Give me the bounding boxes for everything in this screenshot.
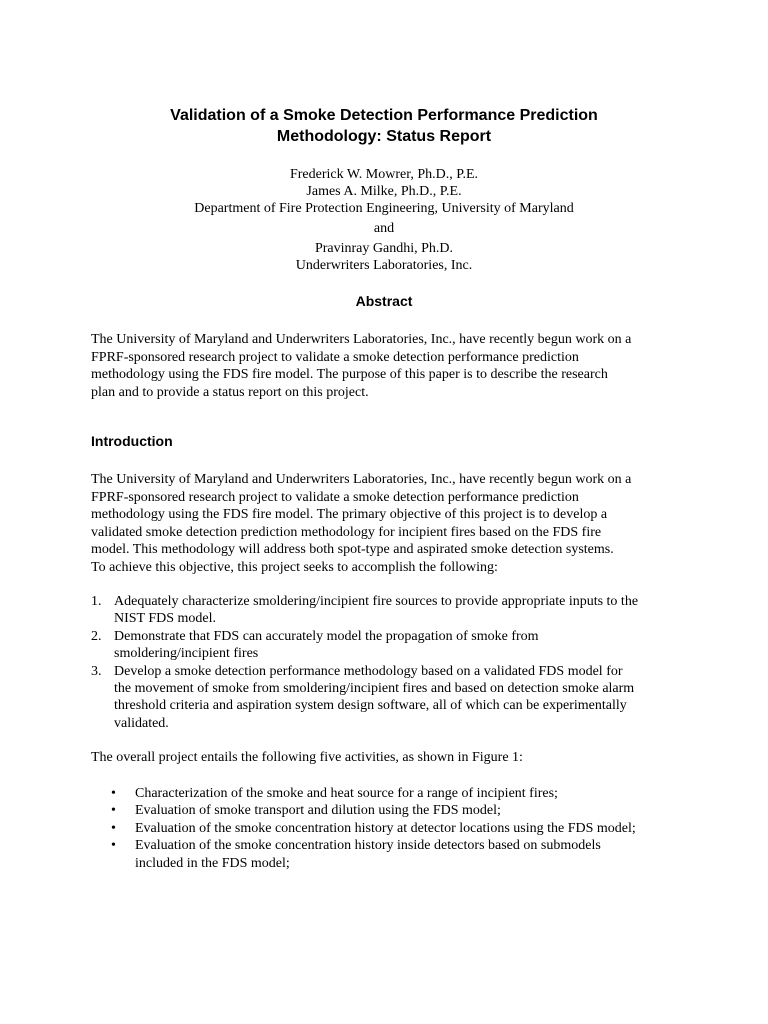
text-line: the movement of smoke from smoldering/incipient fires and based on detection smoke alarm [114,681,635,697]
list-item [111,820,691,837]
bullet-icon: • [111,803,116,819]
list-number: 3. [91,663,102,679]
text-line: The University of Maryland and Underwriters Laboratories, Inc., have recently begun work on a [91,332,632,347]
bullet-icon: • [111,820,116,836]
author-block [0,166,768,274]
text-line: included in the FDS model; [135,855,290,871]
text-line: FPRF-sponsored research project to validate a smoke detection performance prediction [91,489,579,505]
list-item [111,785,691,802]
bullet-icon: • [111,786,116,801]
text-line: Adequately characterize smoldering/incipient fire sources to provide appropriate inputs to the [114,594,639,609]
list-number: 2. [91,628,102,644]
objectives-list [91,593,691,732]
paper-title [0,105,768,147]
author-affiliation: Department of Fire Protection Engineering, University of Maryland [194,201,574,216]
text-line: plan and to provide a status report on this project. [91,384,369,400]
text-line: threshold criteria and aspiration system design software, all of which can be experimentally [114,698,627,714]
text-line: FPRF-sponsored research project to validate a smoke detection performance prediction [91,349,579,365]
bullet-icon: • [111,838,116,854]
text-line: Evaluation of the smoke concentration history inside detectors based on submodels [135,838,601,854]
list-item [91,593,691,628]
text-line: Characterization of the smoke and heat source for a range of incipient fires; [135,786,558,801]
text-line: validated smoke detection prediction methodology for incipient fires based on the FDS fire [91,524,602,540]
author-name: James A. Milke, Ph.D., P.E. [306,184,462,199]
abstract-paragraph [91,331,691,401]
text-line: Develop a smoke detection performance methodology based on a validated FDS model for [114,663,623,679]
list-number: 1. [91,594,102,609]
author-affiliation: Underwriters Laboratories, Inc. [295,258,473,273]
list-item [91,628,691,663]
text-line: Evaluation of the smoke concentration history at detector locations using the FDS model; [135,820,636,836]
text-line: methodology using the FDS fire model. The purpose of this paper is to describe the research [91,367,608,383]
text-line: The overall project entails the following five activities, as shown in Figure 1: [91,750,523,765]
text-line: smoldering/incipient fires [114,646,259,662]
text-line: The University of Maryland and Underwriters Laboratories, Inc., have recently begun work on a [91,472,632,487]
list-item [111,802,691,819]
text-line: NIST FDS model. [114,611,217,627]
text-line: Demonstrate that FDS can accurately model the propagation of smoke from [114,628,539,644]
text-line: validated. [114,715,169,731]
text-line: To achieve this objective, this project seeks to accomplish the following: [91,559,498,575]
text-line: model. This methodology will address both spot-type and aspirated smoke detection systems. [91,542,614,558]
text-line: methodology using the FDS fire model. The primary objective of this project is to develop a [91,507,608,523]
list-item [91,663,691,733]
author-name: Pravinray Gandhi, Ph.D. [314,241,454,256]
title-line-1: Validation of a Smoke Detection Performance Prediction [170,107,598,124]
abstract-heading: Abstract [355,293,413,309]
introduction-heading: Introduction [91,433,173,449]
title-line-2: Methodology: Status Report [276,128,492,145]
author-name: Frederick W. Mowrer, Ph.D., P.E. [289,167,479,182]
introduction-paragraph [91,471,691,577]
text-line: Evaluation of smoke transport and dilution using the FDS model; [135,803,501,819]
activities-list [111,785,691,872]
list-item [111,837,691,872]
activities-intro [91,749,691,767]
author-conjunction: and [373,221,395,236]
